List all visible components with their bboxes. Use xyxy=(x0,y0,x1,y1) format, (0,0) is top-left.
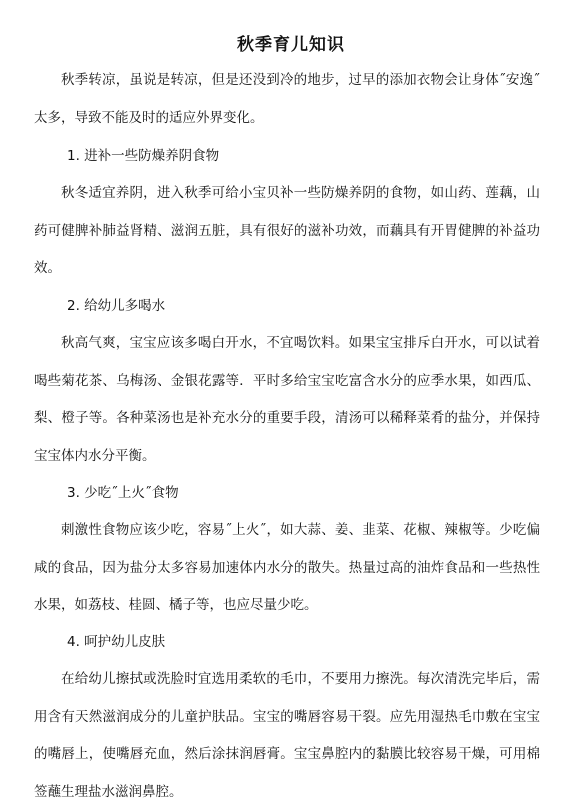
document-title: 秋季育儿知识 xyxy=(237,35,345,55)
intro-paragraph: 秋季转凉，虽说是转凉，但是还没到冷的地步，过早的添加衣物会让身体˝安逸˝太多，导致不能及时的适应外界变化。 xyxy=(34,72,540,126)
section-heading-3: 3. 少吃˝上火˝食物 xyxy=(67,485,179,501)
section-body-2: 秋高气爽，宝宝应该多喝白开水，不宜喝饮料。如果宝宝排斥白开水，可以试着喝些菊花茶、乌梅汤、金银花露等．平时多给宝宝吃富含水分的应季水果，如西瓜、梨、橙子等。各种菜汤也是补充水分的重要手段，清汤可以稀释菜肴的盐分，并保持宝宝体内水分平衡。 xyxy=(34,335,540,464)
section-heading-2: 2. 给幼儿多喝水 xyxy=(67,298,166,314)
section-heading-1: 1. 进补一些防燥养阴食物 xyxy=(67,148,220,164)
section-heading-4: 4. 呵护幼儿皮肤 xyxy=(67,634,166,650)
section-body-4: 在给幼儿擦拭或洗脸时宜选用柔软的毛巾，不要用力擦洗。每次清洗完毕后，需用含有天然滋润成分的儿童护肤品。宝宝的嘴唇容易干裂。应先用湿热毛巾敷在宝宝的嘴唇上，使嘴唇充血，然后涂抹润唇膏。宝宝鼻腔内的黏膜比较容易干燥，可用棉签蘸生理盐水滋润鼻腔。 xyxy=(34,671,540,800)
section-body-1: 秋冬适宜养阴，进入秋季可给小宝贝补一些防燥养阴的食物，如山药、莲藕，山药可健脾补肺益肾精、滋润五脏，具有很好的滋补功效，而藕具有开胃健脾的补益功效。 xyxy=(34,185,540,276)
section-body-3: 刺激性食物应该少吃，容易˝上火˝，如大蒜、姜、韭菜、花椒、辣椒等。少吃偏咸的食品，因为盐分太多容易加速体内水分的散失。热量过高的油炸食品和一些热性水果，如荔枝、桂圆、橘子等，也应尽量少吃。 xyxy=(34,522,540,613)
